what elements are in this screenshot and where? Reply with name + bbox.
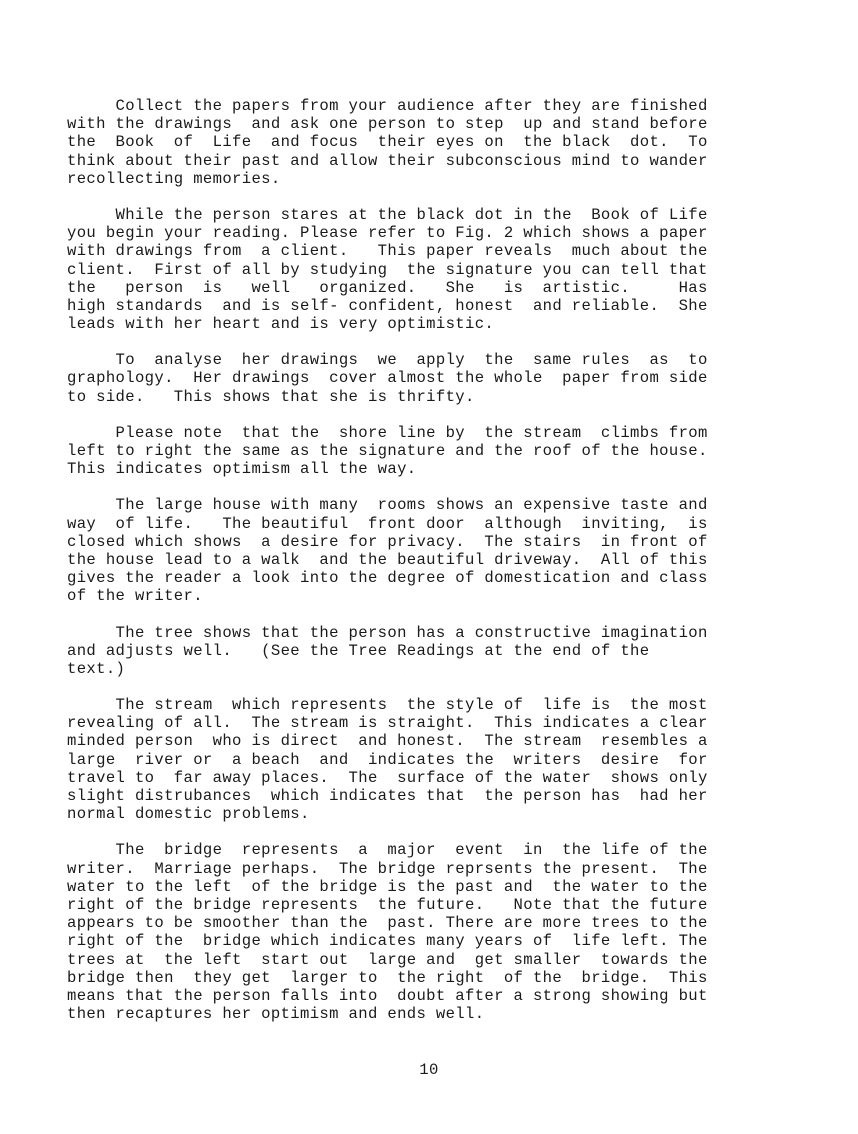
text-line: left to right the same as the signature and the roof of the house. bbox=[67, 442, 708, 460]
text-line: think about their past and allow their subconscious mind to wander bbox=[67, 151, 708, 170]
paragraph bbox=[67, 424, 783, 479]
text-line: right of the bridge which indicates many years of life left. The bbox=[67, 932, 708, 951]
text-line: closed which shows a desire for privacy. The stairs in front of bbox=[67, 532, 708, 551]
text-line: large river or a beach and indicates the writers desire for bbox=[67, 750, 708, 769]
text-line: Please note that the shore line by the stream climbs from bbox=[67, 423, 708, 442]
text-line: then recaptures her optimism and ends well. bbox=[67, 1005, 485, 1024]
text-line: The large house with many rooms shows an expensive taste and bbox=[67, 496, 708, 515]
text-line: right of the bridge represents the future. Note that the future bbox=[67, 895, 708, 914]
text-line: gives the reader a look into the degree of domestication and class bbox=[67, 569, 708, 588]
paragraph bbox=[67, 696, 783, 823]
text-line: appears to be smoother than the past. There are more trees to the bbox=[67, 914, 708, 933]
text-line: the Book of Life and focus their eyes on the black dot. To bbox=[67, 133, 708, 152]
text-line: writer. Marriage perhaps. The bridge reprsents the present. The bbox=[67, 859, 708, 878]
paragraph bbox=[67, 624, 783, 679]
text-line: recollecting memories. bbox=[67, 169, 281, 188]
text-line: bridge then they get larger to the right of the bridge. This bbox=[67, 968, 708, 987]
text-line: of the writer. bbox=[67, 587, 203, 606]
text-line: While the person stares at the black dot in the Book of Life bbox=[67, 205, 708, 224]
text-line: travel to far away places. The surface of the water shows only bbox=[67, 768, 708, 787]
text-line: The stream which represents the style of life is the most bbox=[67, 696, 708, 715]
text-line: leads with her heart and is very optimistic. bbox=[67, 315, 495, 334]
text-line: The tree shows that the person has a constructive imagination bbox=[67, 623, 708, 642]
paragraph bbox=[67, 97, 783, 188]
text-line: graphology. Her drawings cover almost the whole paper from side bbox=[67, 369, 708, 388]
text-line: to side. This shows that she is thrifty. bbox=[67, 387, 475, 406]
text-line: text.) bbox=[67, 659, 126, 678]
text-line: you begin your reading. Please refer to Fig. 2 which shows a paper bbox=[67, 224, 708, 243]
text-line: minded person who is direct and honest. The stream resembles a bbox=[67, 732, 708, 751]
text-line: To analyse her drawings we apply the same rules as to bbox=[67, 351, 708, 370]
text-line: and adjusts well. (See the Tree Readings at the end of the bbox=[67, 641, 650, 660]
paragraph bbox=[67, 206, 783, 333]
text-line: The bridge represents a major event in the life of the bbox=[67, 841, 708, 860]
document-page bbox=[67, 97, 783, 1041]
text-line: normal domestic problems. bbox=[67, 805, 310, 824]
paragraph bbox=[67, 841, 783, 1023]
paragraph bbox=[67, 351, 783, 406]
text-line: way of life. The beautiful front door although inviting, is bbox=[67, 514, 708, 533]
text-line: with the drawings and ask one person to step up and stand before bbox=[67, 115, 708, 134]
text-line: This indicates optimism all the way. bbox=[67, 460, 417, 479]
text-line: high standards and is self- confident, honest and reliable. She bbox=[67, 296, 708, 315]
page-number: 10 bbox=[419, 1061, 439, 1079]
text-line: with drawings from a client. This paper reveals much about the bbox=[67, 242, 708, 261]
text-line: the person is well organized. She is artistic. Has bbox=[67, 278, 708, 297]
paragraph bbox=[67, 496, 783, 605]
text-line: trees at the left start out large and get smaller towards the bbox=[67, 950, 708, 969]
text-line: slight distrubances which indicates that the person has had her bbox=[67, 787, 708, 805]
text-line: the house lead to a walk and the beautiful driveway. All of this bbox=[67, 550, 708, 569]
text-line: means that the person falls into doubt after a strong showing but bbox=[67, 986, 708, 1005]
text-line: water to the left of the bridge is the past and the water to the bbox=[67, 877, 708, 896]
text-line: Collect the papers from your audience after they are finished bbox=[67, 97, 708, 115]
text-line: client. First of all by studying the signature you can tell that bbox=[67, 260, 708, 279]
text-line: revealing of all. The stream is straight. This indicates a clear bbox=[67, 714, 708, 733]
